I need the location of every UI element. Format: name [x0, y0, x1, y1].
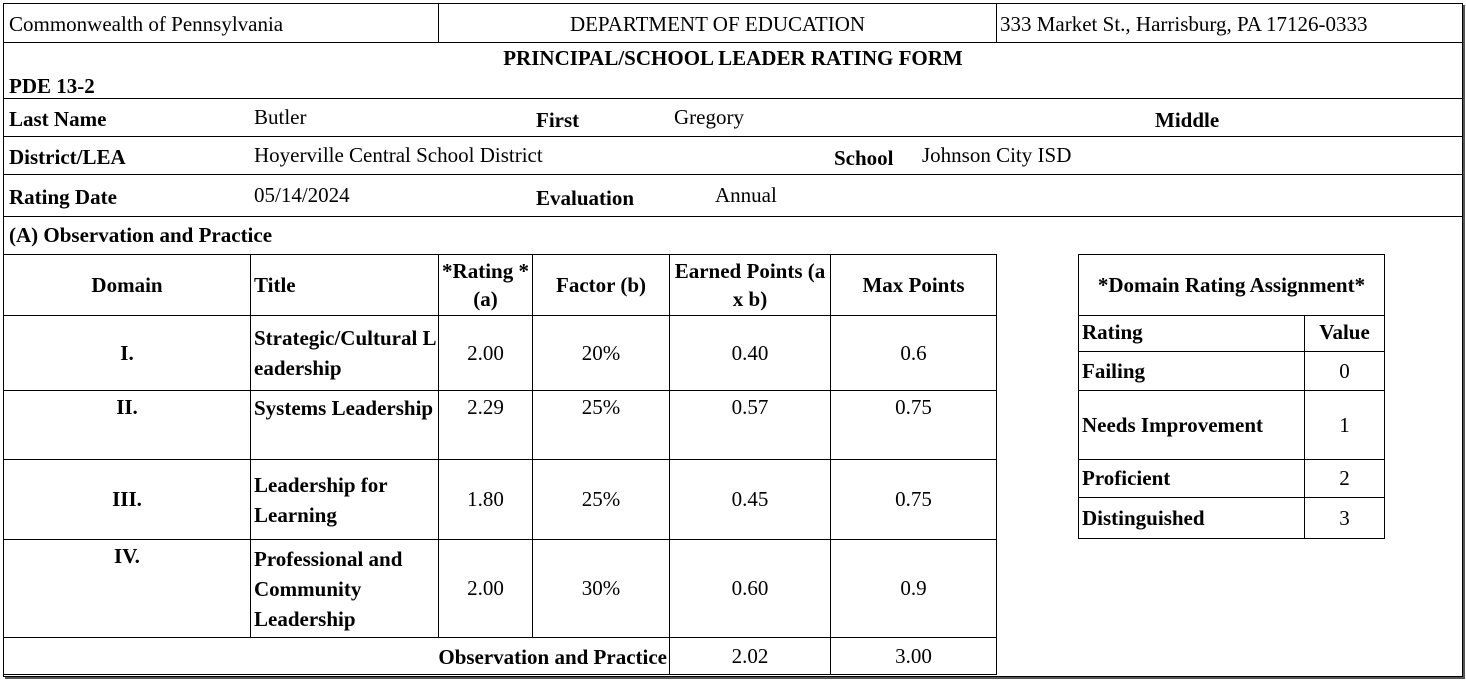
rating-date-label: Rating Date: [9, 185, 117, 209]
domain-rating-title: *Domain Rating Assignment*: [1097, 272, 1366, 297]
domain-rating-value: 0: [1339, 358, 1350, 383]
table-row-domain: III.: [112, 487, 142, 511]
rating-date-value: 05/14/2024: [254, 183, 350, 207]
district-label: District/LEA: [9, 145, 126, 169]
table-row-rating: 2.29: [467, 395, 504, 419]
state-name: Commonwealth of Pennsylvania: [9, 12, 284, 36]
table-row-factor: 25%: [581, 395, 621, 419]
table-row-earned: 0.40: [731, 340, 769, 365]
table-row-rating: 1.80: [467, 487, 504, 511]
evaluation-value: Annual: [715, 183, 777, 207]
header-rating: *Rating * (a): [442, 259, 529, 311]
first-name-value: Gregory: [674, 105, 744, 129]
domain-rating-row: Distinguished: [1082, 505, 1205, 530]
table-row-earned: 0.60: [731, 576, 769, 600]
domain-rating-value: 3: [1339, 505, 1350, 530]
header-max-points: Max Points: [862, 272, 965, 297]
last-name-value: Butler: [254, 105, 307, 129]
table-row-domain: II.: [116, 395, 138, 419]
total-label: Observation and Practice: [438, 645, 667, 669]
table-row-rating: 2.00: [467, 340, 504, 365]
table-row-earned: 0.57: [731, 395, 769, 419]
domain-rating-col-rating: Rating: [1082, 320, 1143, 344]
table-row-title: Leadership for Learning: [254, 472, 388, 527]
form-code: PDE 13-2: [9, 74, 95, 98]
header-title: Title: [254, 272, 296, 297]
domain-rating-value: 2: [1339, 466, 1350, 490]
middle-name-label: Middle: [1155, 108, 1220, 132]
table-row-max: 0.9: [900, 576, 927, 600]
domain-rating-row: Failing: [1082, 358, 1146, 383]
domain-rating-value: 1: [1339, 412, 1350, 437]
table-row-rating: 2.00: [467, 576, 504, 600]
table-row-factor: 30%: [581, 576, 621, 600]
table-row-domain: IV.: [114, 544, 140, 568]
domain-rating-row: Needs Improvement: [1082, 412, 1264, 437]
table-row-title: Strategic/Cultural Leadership: [254, 326, 437, 380]
school-value: Johnson City ISD: [922, 143, 1072, 167]
header-factor: Factor (b): [556, 272, 646, 297]
table-row-earned: 0.45: [731, 487, 769, 511]
rating-form-page: [3, 3, 1463, 677]
table-row-factor: 25%: [581, 487, 621, 511]
first-name-label: First: [536, 108, 580, 132]
school-label: School: [834, 146, 894, 170]
table-row-title: Professional and Community Leadership: [254, 546, 403, 631]
section-a-title: (A) Observation and Practice: [9, 223, 273, 247]
domain-rating-row: Proficient: [1082, 466, 1171, 490]
district-value: Hoyerville Central School District: [254, 143, 543, 167]
department-name: DEPARTMENT OF EDUCATION: [569, 12, 866, 36]
table-row-max: 0.75: [895, 487, 932, 511]
form-title: PRINCIPAL/SCHOOL LEADER RATING FORM: [503, 46, 963, 70]
table-row-max: 0.6: [900, 340, 927, 365]
table-row-title: Systems Leadership: [254, 396, 434, 420]
total-max: 3.00: [895, 643, 932, 668]
evaluation-label: Evaluation: [536, 186, 635, 210]
table-row-max: 0.75: [895, 395, 932, 419]
domain-rating-col-value: Value: [1319, 320, 1370, 344]
department-address: 333 Market St., Harrisburg, PA 17126-0333: [1000, 12, 1368, 36]
last-name-label: Last Name: [9, 107, 107, 131]
header-domain: Domain: [91, 272, 163, 297]
table-row-domain: I.: [120, 340, 134, 365]
header-earned-points: Earned Points (a x b): [674, 259, 826, 311]
table-row-factor: 20%: [581, 340, 621, 365]
total-earned: 2.02: [731, 643, 769, 668]
